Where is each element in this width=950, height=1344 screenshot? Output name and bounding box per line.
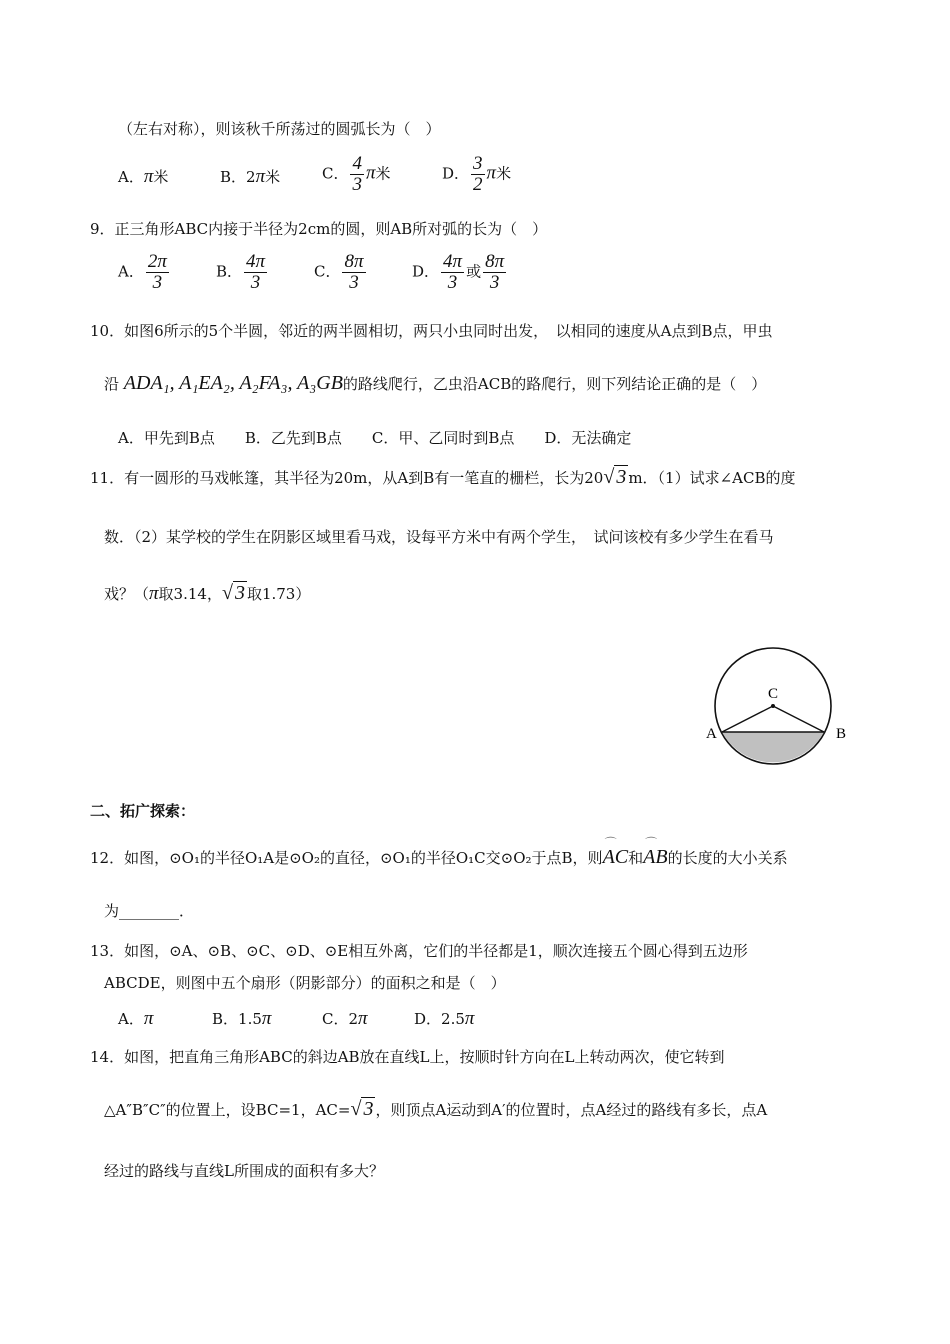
q9-option-d-fraction-2: $\frac{8\pi}{3}$ [485, 251, 505, 293]
q13-option-a: A．π [118, 1008, 154, 1029]
q9-option-a: A． $\frac{2\pi}{3}$ [118, 251, 167, 293]
q11-line-1: 11．有一圆形的马戏帐篷，其半径为20m，从A到B有一笔直的栅栏，长为20√ 3 m．（1）试求∠ACB的度 [90, 466, 796, 488]
q11-line-3: 戏？（π取3.14，√ 3 取1.73） [104, 582, 311, 604]
circus-tent-figure [700, 640, 860, 775]
pi-symbol: π [149, 583, 159, 604]
q13-option-b: B．1.5π [212, 1008, 272, 1029]
sqrt-3: √ 3 [603, 466, 627, 488]
q8-option-d-unit: 米 [496, 164, 512, 183]
segment-cb [773, 706, 824, 732]
label-c: C [768, 686, 779, 702]
pi-symbol: π [358, 1008, 368, 1029]
q9-option-d-fraction-1: $\frac{4\pi}{3}$ [443, 251, 463, 293]
pi-symbol: π [143, 1008, 154, 1029]
q8-option-b [220, 166, 280, 188]
shaded-segment [722, 732, 824, 762]
label-b: B [836, 726, 847, 742]
q9-option-b: B． $\frac{4\pi}{3}$ [216, 251, 266, 293]
q13-option-c: C．2π [322, 1008, 368, 1029]
arc-ac: ⌒ AC [602, 836, 629, 868]
q8-option-b-unit: 米 [265, 168, 281, 186]
q8-option-d-fraction: $\frac{3}{2}$ [473, 153, 483, 195]
q9-stem: 9．正三角形ABC内接于半径为2cm的圆，则AB所对弧的长为（ ） [90, 220, 548, 238]
pi-symbol: π [143, 166, 154, 187]
q8-option-d [442, 154, 511, 195]
q8-option-c [322, 154, 391, 195]
q8-option-a-label: A． [118, 168, 144, 186]
q13-option-d: D．2.5π [414, 1008, 475, 1029]
q8-option-c-unit: 米 [375, 164, 391, 183]
q14-line-3: 经过的路线与直线L所围成的面积有多大？ [104, 1162, 384, 1180]
pi-symbol: π [261, 1008, 272, 1029]
sqrt-3: √ 3 [350, 1098, 374, 1120]
q10-path-formula: ADA₁, A₁EA₂, A₂FA₃, A₃GB [123, 372, 343, 394]
q12-line-1: 12．如图，⊙O₁的半径O₁A是⊙O₂的直径，⊙O₁的半径O₁C交⊙O₂于点B，则 ⌒ AC和 ⌒ AB的长度的大小关系 [90, 836, 788, 868]
section-heading: 二、拓广探索： [90, 802, 196, 820]
q9-option-d: D． $\frac{4\pi}{3}$ 或 $\frac{8\pi}{3}$ [412, 251, 505, 293]
q13-line-2: ABCDE，则图中五个扇形（阴影部分）的面积之和是（ ） [104, 974, 506, 992]
q8-option-a-unit: 米 [153, 168, 169, 186]
pi-symbol: π [464, 1008, 475, 1029]
q11-line-2: 数．（2）某学校的学生在阴影区域里看马戏，设每平方米中有两个学生， 试问该校有多少学生在看马 [104, 528, 774, 546]
q8-option-b-label: B．2 [220, 168, 256, 186]
q9-option-c: C． $\frac{8\pi}{3}$ [314, 251, 364, 293]
q14-line-1: 14．如图，把直角三角形ABC的斜边AB放在直线L上，按顺时针方向在L上转动两次，使它转到 [90, 1048, 725, 1066]
q10-options: A．甲先到B点 B．乙先到B点 C．甲、乙同时到B点 D．无法确定 [118, 429, 632, 447]
pi-symbol: π [486, 162, 497, 184]
arc-ab: ⌒ AB [643, 836, 668, 868]
label-a: A [706, 726, 717, 742]
q8-option-c-label: C． [322, 164, 349, 183]
center-point-c [771, 704, 775, 708]
sqrt-3: √ 3 [221, 582, 245, 604]
q9-option-a-fraction: $\frac{2\pi}{3}$ [147, 251, 167, 293]
q8-option-a [118, 166, 168, 188]
pi-symbol: π [365, 162, 376, 184]
q9-option-b-fraction: $\frac{4\pi}{3}$ [246, 251, 266, 293]
q10-line-2: 沿 ADA₁, A₁EA₂, A₂FA₃, A₃GB的路线爬行，乙虫沿ACB的路爬行，则下列结论正确的是（ ） [104, 372, 767, 394]
pi-symbol: π [255, 166, 266, 187]
q8-option-c-fraction: $\frac{4}{3}$ [352, 153, 362, 195]
q12-line-2: 为________． [104, 902, 195, 920]
q10-line-1: 10．如图6所示的5个半圆，邻近的两半圆相切，两只小虫同时出发， 以相同的速度从A点到B点，甲虫 [90, 322, 773, 340]
segment-ac [722, 706, 773, 732]
q8-option-d-label: D． [442, 164, 470, 183]
q8-stem-tail: （左右对称），则该秋千所荡过的圆弧长为（ ） [118, 120, 441, 138]
q14-line-2: △A″B″C″的位置上，设BC=1，AC=√ 3 ，则顶点A运动到A′的位置时，点A经过的路线有多长，点A [104, 1098, 768, 1120]
q9-option-c-fraction: $\frac{8\pi}{3}$ [344, 251, 364, 293]
q13-line-1: 13．如图，⊙A、⊙B、⊙C、⊙D、⊙E相互外离，它们的半径都是1，顺次连接五个圆心得到五边形 [90, 942, 748, 960]
